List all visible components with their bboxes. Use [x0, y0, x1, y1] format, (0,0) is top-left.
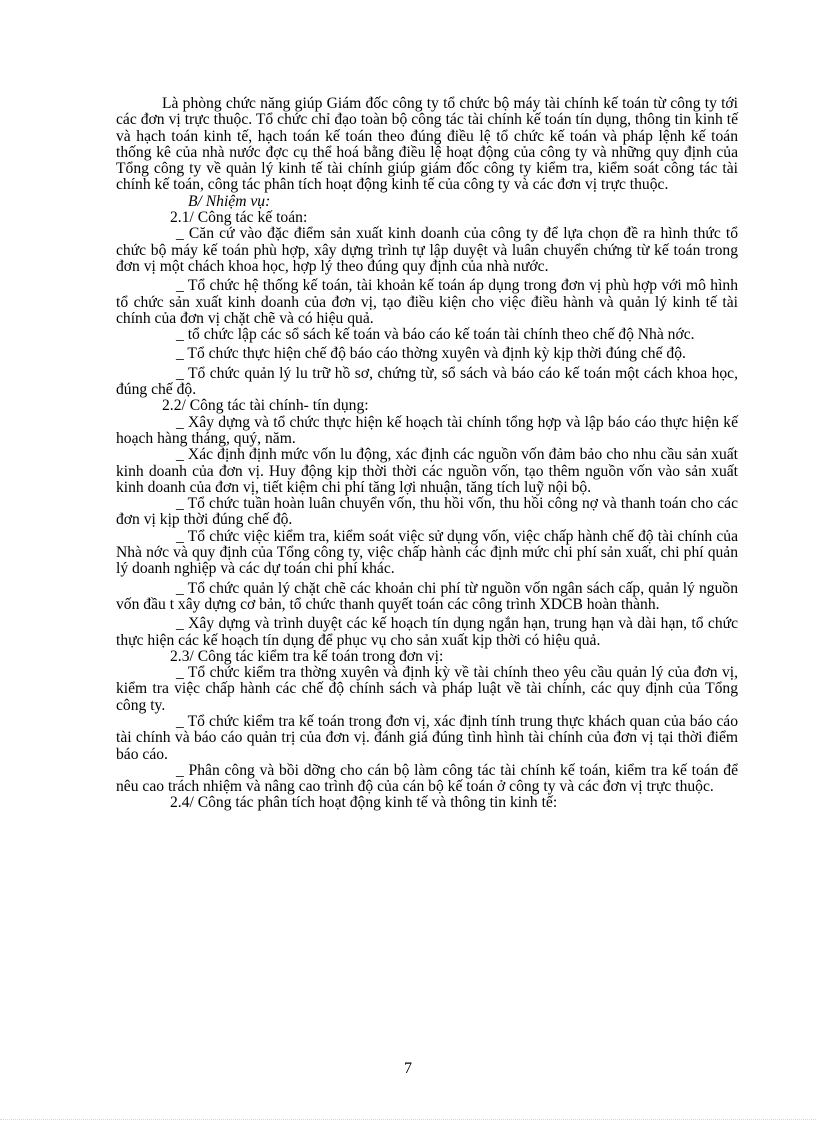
- subsection-heading-2-3: 2.3/ Công tác kiểm tra kế toán trong đơn vị:: [170, 647, 444, 665]
- paragraph: _ Tổ chức việc kiểm tra, kiểm soát việc sử dụng vốn, việc chấp hành chế độ tài chính của Nhà nớc và quy định của Tổng công ty, việc chấp hành các định mức chi phí sản xuất, chi phí quản lý doanh nghiệp và các dự toán chi phí khác.: [116, 527, 738, 578]
- subsection-heading-2-4: 2.4/ Công tác phân tích hoạt động kinh tế và thông tin kinh tế:: [170, 794, 558, 812]
- paragraph: _ Phân công và bồi dỡng cho cán bộ làm công tác tài chính kế toán, kiểm tra kế toán để nêu cao trách nhiệm và nâng cao trình độ của cán bộ kế toán ở công ty và các đơn vị trực thuộc.: [116, 761, 738, 796]
- paragraph: _ Tổ chức kiểm tra thờng xuyên và định kỳ về tài chính theo yêu cầu quản lý của đơn vị, kiểm tra việc chấp hành các chế độ chính sách và pháp luật về tài chính, các quy định của Tổng công ty.: [116, 664, 738, 714]
- intro-paragraph: Là phòng chức năng giúp Giám đốc công ty tổ chức bộ máy tài chính kế toán từ công ty tới các đơn vị trực thuộc. Tổ chức chỉ đạo toàn bộ công tác tài chính kế toán tín dụng, thông tin kinh tế và hạch toán kinh tế, hạch toán kế toán theo đúng điều lệ tổ chức kế toán và pháp lệnh kế toán thống kê của nhà nước đợc cụ thể hoá bằng điều lệ hoạt động của công ty và những quy định của Tổng công ty về quản lý kinh tế tài chính giúp giám đốc công ty kiểm tra, kiểm soát công tác tài chính kế toán, công tác phân tích hoạt động kinh tế của công ty và các đơn vị trực thuộc.: [116, 95, 738, 194]
- subsection-heading-2-1: 2.1/ Công tác kế toán:: [170, 209, 308, 227]
- paragraph: _ Tổ chức quản lý lu trữ hồ sơ, chứng từ, sổ sách và báo cáo kế toán một cách khoa học, đúng chế độ.: [116, 364, 738, 399]
- page-body: [116, 96, 738, 812]
- page-number: 7: [404, 1060, 412, 1077]
- paragraph: _ Căn cứ vào đặc điểm sản xuất kinh doanh của công ty để lựa chọn đề ra hình thức tổ chức bộ máy kế toán phù hợp, xây dựng trình tự lập duyệt và luân chuyển chứng từ kế toán trong đơn vị một chách khoa học, hợp lý theo đúng quy định của nhà nước.: [116, 225, 738, 275]
- paragraph: _ Tổ chức hệ thống kế toán, tài khoản kế toán áp dụng trong đơn vị phù hợp với mô hình tổ chức sản xuất kinh doanh của đơn vị, tạo điều kiện cho việc điều hành và quản lý kinh tế tài chính của đơn vị chặt chẽ và có hiệu quả.: [116, 277, 738, 327]
- paragraph: _ Xây dựng và trình duyệt các kế hoạch tín dụng ngắn hạn, trung hạn và dài hạn, tổ chức thực hiện các kế hoạch tín dụng để phục vụ cho sản xuất kịp thời có hiệu quả.: [116, 615, 738, 649]
- paragraph: _ Tổ chức quản lý chặt chẽ các khoản chi phí từ nguồn vốn ngân sách cấp, quản lý nguồn vốn đầu t xây dựng cơ bản, tổ chức thanh quyết toán các công trình XDCB hoàn thành.: [116, 579, 738, 613]
- paragraph: _ Xác định định mức vốn lu động, xác định các nguồn vốn đảm bảo cho nhu cầu sản xuất kinh doanh của đơn vị. Huy động kịp thời thời các nguồn vốn, tạo thêm nguồn vốn vào sản xuất kinh doanh của đơn vị, tiết kiệm chi phí tăng lợi nhuận, tăng tích luỹ nội bộ.: [116, 446, 738, 496]
- paragraph: _ tổ chức lập các sổ sách kế toán và báo cáo kế toán tài chính theo chế độ Nhà nớc.: [176, 326, 695, 344]
- section-heading-nhiem-vu: B/ Nhiệm vụ:: [188, 192, 271, 210]
- paragraph: _ Tổ chức thực hiện chế độ báo cáo thờng xuyên và định kỳ kịp thời đúng chế độ.: [176, 345, 686, 363]
- paragraph: _ Tổ chức tuần hoàn luân chuyển vốn, thu hồi vốn, thu hồi công nợ và thanh toán cho các đơn vị kịp thời đúng chế độ.: [116, 495, 738, 529]
- paragraph: _ Xây dựng và tổ chức thực hiện kế hoạch tài chính tổng hợp và lập báo cáo thực hiện kế hoạch hàng tháng, quý, năm.: [116, 413, 738, 447]
- paragraph: _ Tổ chức kiểm tra kế toán trong đơn vị, xác định tính trung thực khách quan của báo cáo tài chính và báo cáo quản trị của đơn vị. đánh giá đúng tình hình tài chính của đơn vị tại thời điểm báo cáo.: [116, 712, 738, 763]
- page-bottom-divider: [0, 1119, 816, 1121]
- subsection-heading-2-2: 2.2/ Công tác tài chính- tín dụng:: [162, 397, 369, 415]
